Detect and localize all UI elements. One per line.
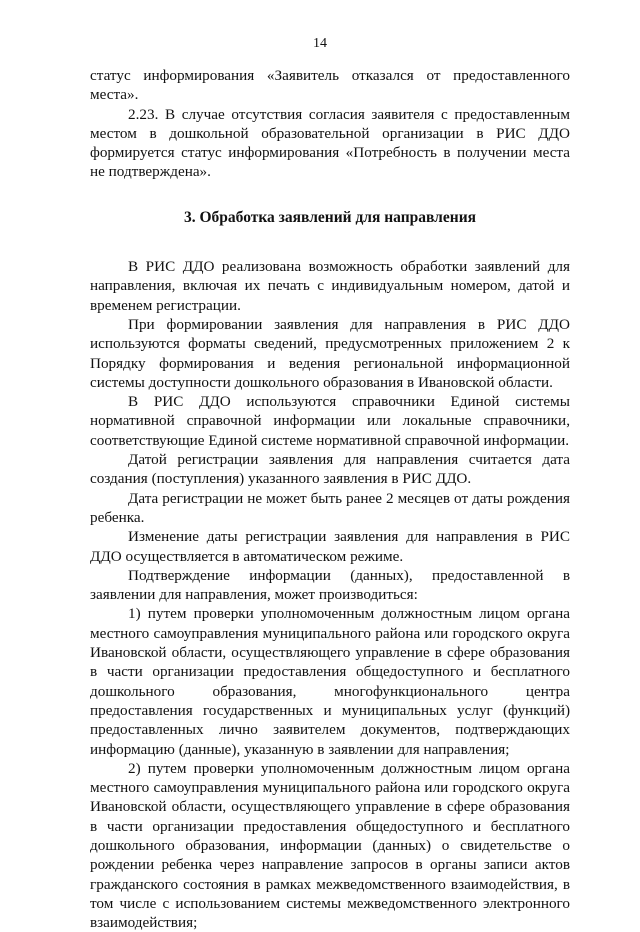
paragraph: 2.23. В случае отсутствия согласия заявителя с предоставленным местом в дошкольной образовательной организации в РИС ДДО формируется статус информирования «Потребность в получении места не подтверждена». bbox=[90, 105, 570, 181]
paragraph: При формировании заявления для направления в РИС ДДО используются форматы сведений, предусмотренных приложением 2 к Порядку формирования и ведения региональной информационной системы доступности дошкольного образования в Ивановской области. bbox=[90, 315, 570, 391]
paragraph: Изменение даты регистрации заявления для направления в РИС ДДО осуществляется в автоматическом режиме. bbox=[90, 528, 570, 565]
section-heading: 3. Обработка заявлений для направления bbox=[183, 208, 477, 226]
document-body bbox=[90, 66, 570, 932]
paragraph: 2) путем проверки уполномоченным должностным лицом органа местного самоуправления муниципального района или городского округа Ивановской области, осуществляющего управление в сфере образования в части организации предоставления общедоступного и бесплатного дошкольного образования, информации (данных) о свидетельстве о рождении ребенка через направление запросов в органы записи актов гражданского состояния в рамках межведомственного взаимодействия, в том числе с использованием системы межведомственного электронного взаимодействия; bbox=[90, 759, 570, 932]
paragraph: Подтверждение информации (данных), предоставленной в заявлении для направления, может производиться: bbox=[90, 566, 570, 604]
paragraph: Дата регистрации не может быть ранее 2 месяцев от даты рождения ребенка. bbox=[90, 489, 570, 526]
paragraph: В РИС ДДО используются справочники Единой системы нормативной справочной информации или локальные справочники, соответствующие Единой системе нормативной справочной информации. bbox=[90, 393, 570, 449]
paragraph: статус информирования «Заявитель отказался от предоставленного места». bbox=[90, 67, 570, 104]
page-number: 14 bbox=[313, 36, 327, 51]
paragraph: 1) путем проверки уполномоченным должностным лицом органа местного самоуправления муниципального района или городского округа Ивановской области, осуществляющего управление в сфере образования в части организации предоставления общедоступного и бесплатного дошкольного образования, многофункционального центра предоставления государственных и муниципальных услуг (функций) предоставленных лично заявителем документов, подтверждающих информацию (данные), указанную в заявлении для направления; bbox=[90, 605, 570, 758]
paragraph: В РИС ДДО реализована возможность обработки заявлений для направления, включая их печать с индивидуальным номером, датой и временем регистрации. bbox=[90, 258, 570, 314]
paragraph: Датой регистрации заявления для направления считается дата создания (поступления) указанного заявления в РИС ДДО. bbox=[90, 451, 570, 488]
